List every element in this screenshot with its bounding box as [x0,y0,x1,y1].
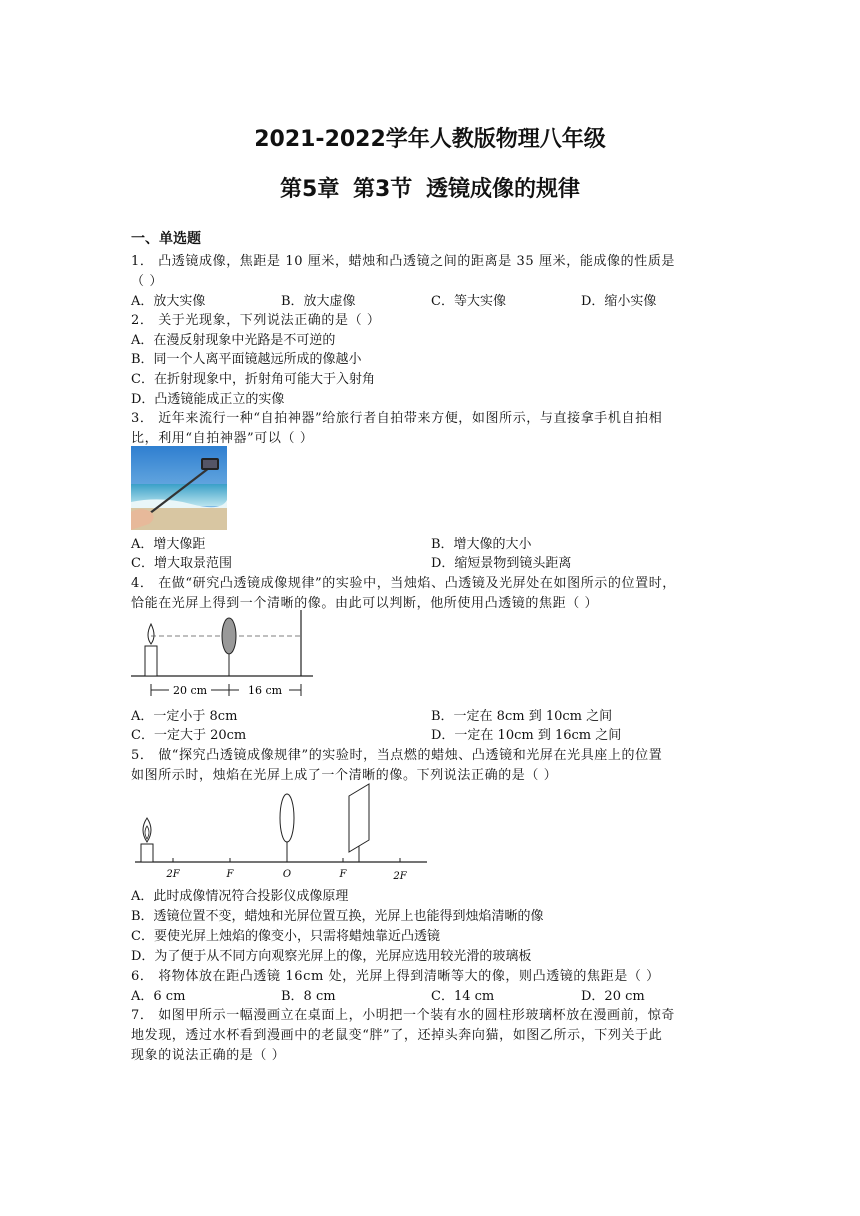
question-1-option-c: C．等大实像 [431,294,506,309]
question-7-text: 7． 如图甲所示一幅漫画立在桌面上，小明把一个装有水的圆柱形玻璃杯放在漫画前，惊奇 [131,1008,676,1023]
distance-label-image: 16 cm [247,684,283,697]
question-1-option-b: B．放大虚像 [281,294,356,309]
question-6-option-b: B．8 cm [281,989,336,1004]
question-2-option-b: B．同一个人离平面镜越远所成的像越小 [131,352,362,367]
axis-label-2f-right: 2F [393,871,407,882]
question-4-text: 4． 在做“研究凸透镜成像规律”的实验中，当烛焰、凸透镜及光屏处在如图所示的位置时， [131,576,676,591]
section-heading: 一、单选题 [131,231,201,247]
question-6-option-d: D．20 cm [581,989,645,1004]
question-1-option-d: D．缩小实像 [581,294,657,309]
question-2-option-d: D．凸透镜能成正立的实像 [131,392,285,407]
question-3-option-a: A．增大像距 [131,537,206,552]
question-5-text: 如图所示时，烛焰在光屏上成了一个清晰的像。下列说法正确的是（ ） [131,768,558,783]
question-5-text: 5． 做“探究凸透镜成像规律”的实验时，当点燃的蜡烛、凸透镜和光屏在光具座上的位置 [131,748,663,763]
question-2-text: 2． 关于光现象，下列说法正确的是（ ） [131,313,381,328]
question-5-option-c: C．要使光屏上烛焰的像变小，只需将蜡烛靠近凸透镜 [131,929,440,944]
question-1-option-a: A．放大实像 [131,294,206,309]
question-5-option-b: B．透镜位置不变，蜡烛和光屏位置互换，光屏上也能得到烛焰清晰的像 [131,909,544,924]
question-4-option-d: D．一定在 10cm 到 16cm 之间 [431,728,622,743]
axis-label-f-right: F [339,869,347,880]
axis-label-2f-left: 2F [166,869,180,880]
question-4-option-b: B．一定在 8cm 到 10cm 之间 [431,709,613,724]
chapter-subtitle: 第5章 第3节 透镜成像的规律 [280,177,580,202]
axis-label-o: O [282,869,292,880]
question-5-option-d: D．为了便于从不同方向观察光屏上的像，光屏应选用较光滑的玻璃板 [131,949,532,964]
question-7-text: 现象的说法正确的是（ ） [131,1048,286,1063]
question-3-option-d: D．缩短景物到镜头距离 [431,556,572,571]
question-3-option-b: B．增大像的大小 [431,537,532,552]
question-6-option-a: A．6 cm [131,989,186,1004]
experiment-diagram-q4 [131,608,317,702]
question-1-text: （ ） [131,274,163,289]
question-4-text: 恰能在光屏上得到一个清晰的像。由此可以判断，他所使用凸透镜的焦距（ ） [131,596,599,611]
question-4-option-c: C．一定大于 20cm [131,728,247,743]
selfie-stick-photo [131,446,227,530]
question-3-option-c: C．增大取景范围 [131,556,232,571]
question-2-option-a: A．在漫反射现象中光路是不可逆的 [131,333,336,348]
distance-label-object: 20 cm [172,684,208,697]
document-title: 2021-2022学年人教版物理八年级 [254,127,606,152]
question-4-option-a: A．一定小于 8cm [131,709,238,724]
question-3-text: 比，利用“自拍神器”可以（ ） [131,431,314,446]
axis-label-f-left: F [226,869,234,880]
question-6-text: 6． 将物体放在距凸透镜 16cm 处，光屏上得到清晰等大的像，则凸透镜的焦距是（ ） [131,969,660,984]
optical-bench-diagram-q5 [131,782,431,882]
question-5-option-a: A．此时成像情况符合投影仪成像原理 [131,889,349,904]
question-7-text: 地发现，透过水杯看到漫画中的老鼠变“胖”了，还掉头奔向猫，如图乙所示，下列关于此 [131,1028,663,1043]
question-2-option-c: C．在折射现象中，折射角可能大于入射角 [131,372,375,387]
question-6-option-c: C．14 cm [431,989,495,1004]
question-3-text: 3． 近年来流行一种“自拍神器”给旅行者自拍带来方便，如图所示，与直接拿手机自拍相 [131,411,663,426]
question-1-text: 1． 凸透镜成像，焦距是 10 厘米，蜡烛和凸透镜之间的距离是 35 厘米，能成像的性质是 [131,254,676,269]
